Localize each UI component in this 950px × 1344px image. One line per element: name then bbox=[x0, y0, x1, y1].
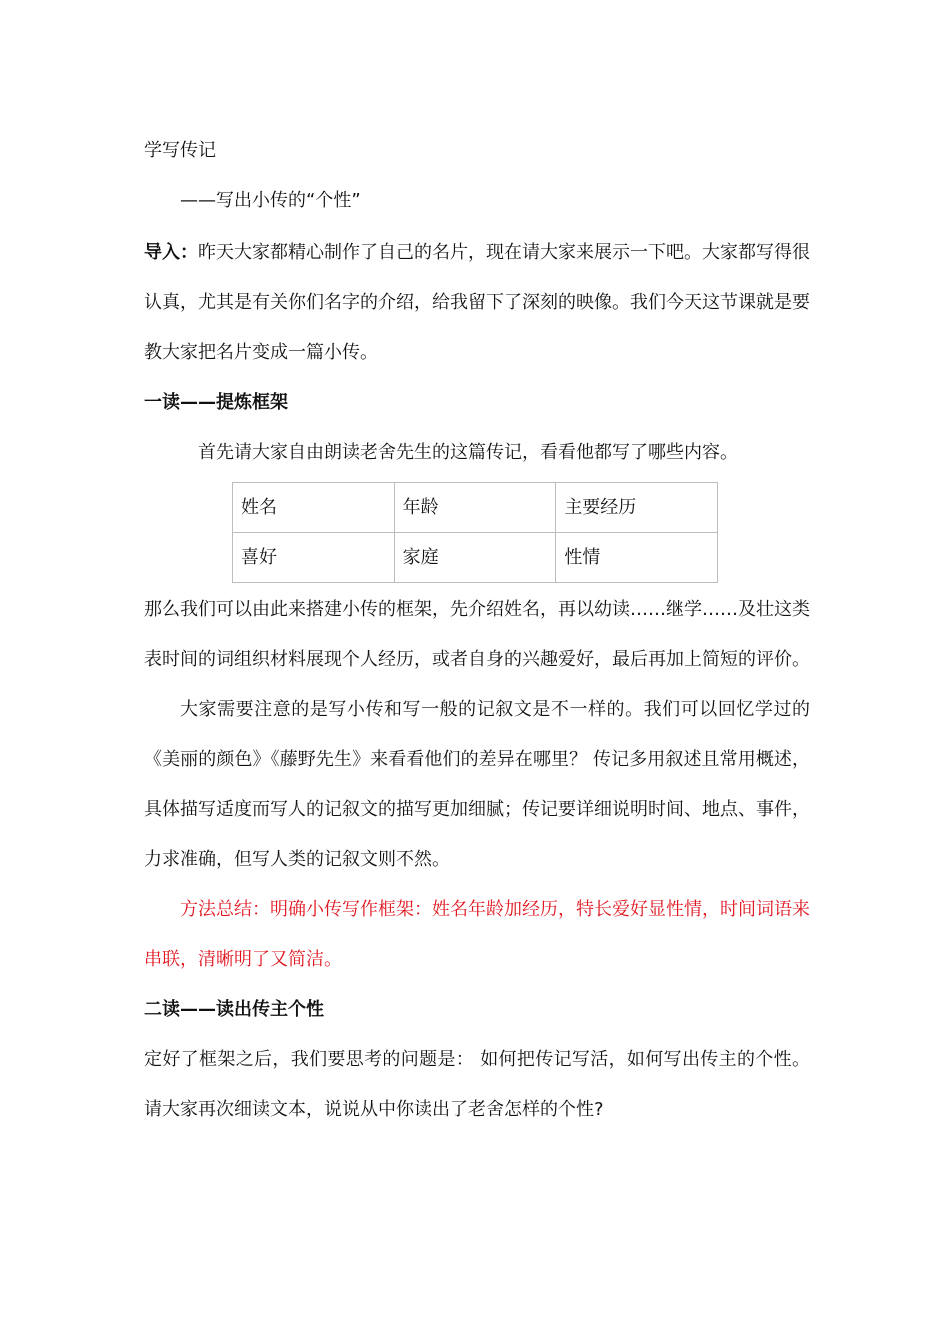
table-cell: 喜好 bbox=[233, 533, 395, 583]
table-cell: 家庭 bbox=[394, 533, 556, 583]
content-table bbox=[232, 482, 718, 583]
intro-text: 昨天大家都精心制作了自己的名片，现在请大家来展示一下吧。大家都写得很认真，尤其是有关你们名字的介绍，给我留下了深刻的映像。我们今天这节课就是要教大家把名片变成一篇小传。 bbox=[144, 242, 810, 363]
table-cell: 性情 bbox=[556, 533, 718, 583]
section-heading-1: 一读——提炼框架 bbox=[144, 392, 288, 413]
doc-subtitle: ——写出小传的“个性” bbox=[180, 190, 361, 211]
doc-title: 学写传记 bbox=[144, 140, 216, 161]
method-summary: 方法总结：明确小传写作框架：姓名年龄加经历，特长爱好显性情，时间词语来串联，清晰明了又简洁。 bbox=[144, 899, 810, 970]
section1-lead: 首先请大家自由朗读老舍先生的这篇传记，看看他都写了哪些内容。 bbox=[198, 442, 738, 463]
table-row bbox=[233, 533, 718, 583]
intro-paragraph bbox=[144, 228, 810, 378]
table-cell: 年龄 bbox=[394, 483, 556, 533]
question-paragraph: 定好了框架之后，我们要思考的问题是： 如何把传记写活，如何写出传主的个性。请大家再次细读文本，说说从中你读出了老舍怎样的个性? bbox=[144, 1049, 810, 1120]
table-cell: 主要经历 bbox=[556, 483, 718, 533]
framework-paragraph: 那么我们可以由此来搭建小传的框架，先介绍姓名，再以幼读……继学……及壮这类表时间的词组织材料展现个人经历，或者自身的兴趣爱好，最后再加上简短的评价。 bbox=[144, 599, 810, 670]
table-row bbox=[233, 483, 718, 533]
section-heading-2: 二读——读出传主个性 bbox=[144, 999, 324, 1020]
comparison-paragraph: 大家需要注意的是写小传和写一般的记叙文是不一样的。我们可以回忆学过的《美丽的颜色》《藤野先生》来看看他们的差异在哪里？ 传记多用叙述且常用概述，具体描写适度而写人的记叙文的描写更加细腻；传记要详细说明时间、地点、事件，力求准确，但写人类的记叙文则不然。 bbox=[144, 699, 810, 870]
intro-label: 导入： bbox=[144, 242, 198, 263]
document-page bbox=[144, 128, 810, 1135]
table-cell: 姓名 bbox=[233, 483, 395, 533]
